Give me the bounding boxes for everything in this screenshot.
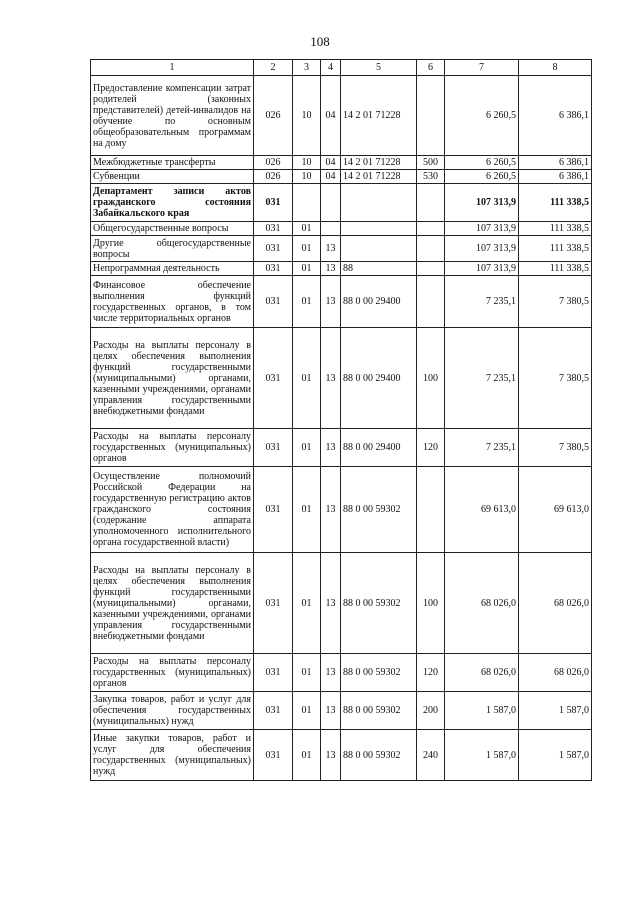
cell-expense-type <box>417 467 445 553</box>
cell-target-code: 88 0 00 29400 <box>341 328 417 429</box>
column-header: 2 <box>254 60 293 76</box>
column-header: 5 <box>341 60 417 76</box>
cell-amount-year2: 111 338,5 <box>519 236 592 262</box>
table-row <box>91 156 592 170</box>
cell-expense-type: 500 <box>417 156 445 170</box>
cell-target-code: 88 0 00 59302 <box>341 553 417 654</box>
table-row <box>91 222 592 236</box>
cell-name: Другие общегосударственные вопросы <box>91 236 254 262</box>
table-row <box>91 553 592 654</box>
table-row <box>91 692 592 730</box>
budget-table <box>90 59 592 781</box>
cell-target-code: 88 0 00 59302 <box>341 654 417 692</box>
cell-name: Непрограммная деятельность <box>91 262 254 276</box>
cell-admin-code: 026 <box>254 156 293 170</box>
column-header: 4 <box>321 60 341 76</box>
cell-section <box>293 184 321 222</box>
cell-admin-code: 031 <box>254 553 293 654</box>
cell-name: Расходы на выплаты персоналу в целях обеспечения выполнения функций государственными (муниципальными) органами, казенными учреждениями, органами управления государственными внебюджетными фондами <box>91 328 254 429</box>
table-row <box>91 170 592 184</box>
cell-name: Финансовое обеспечение выполнения функций государственных органов, в том числе территориальных органов <box>91 276 254 328</box>
cell-admin-code: 031 <box>254 730 293 781</box>
cell-subsection: 13 <box>321 553 341 654</box>
cell-section: 01 <box>293 467 321 553</box>
cell-admin-code: 026 <box>254 170 293 184</box>
column-header: 3 <box>293 60 321 76</box>
cell-section: 10 <box>293 76 321 156</box>
cell-amount-year2: 111 338,5 <box>519 184 592 222</box>
cell-name: Расходы на выплаты персоналу в целях обеспечения выполнения функций государственными (муниципальными) органами, казенными учреждениями, органами управления государственными внебюджетными фондами <box>91 553 254 654</box>
cell-name: Департамент записи актов гражданского состояния Забайкальского края <box>91 184 254 222</box>
cell-target-code: 14 2 01 71228 <box>341 170 417 184</box>
cell-subsection: 13 <box>321 276 341 328</box>
cell-target-code: 88 0 00 59302 <box>341 467 417 553</box>
cell-amount-year2: 69 613,0 <box>519 467 592 553</box>
cell-expense-type <box>417 76 445 156</box>
table-row <box>91 328 592 429</box>
cell-section: 01 <box>293 429 321 467</box>
cell-target-code: 88 0 00 59302 <box>341 692 417 730</box>
cell-section: 10 <box>293 156 321 170</box>
cell-subsection: 04 <box>321 170 341 184</box>
cell-name: Осуществление полномочий Российской Федерации на государственную регистрацию актов гражданского состояния (содержание аппарата уполномоченного исполнительного органа государственной власти) <box>91 467 254 553</box>
cell-subsection: 04 <box>321 76 341 156</box>
cell-name: Межбюджетные трансферты <box>91 156 254 170</box>
table-row <box>91 76 592 156</box>
cell-admin-code: 031 <box>254 467 293 553</box>
cell-amount-year2: 7 380,5 <box>519 429 592 467</box>
cell-name: Расходы на выплаты персоналу государственных (муниципальных) органов <box>91 429 254 467</box>
cell-expense-type <box>417 276 445 328</box>
cell-amount-year1: 7 235,1 <box>445 276 519 328</box>
cell-subsection: 13 <box>321 328 341 429</box>
cell-name: Иные закупки товаров, работ и услуг для обеспечения государственных (муниципальных) нужд <box>91 730 254 781</box>
cell-amount-year1: 7 235,1 <box>445 328 519 429</box>
cell-section: 01 <box>293 553 321 654</box>
cell-name: Субвенции <box>91 170 254 184</box>
cell-amount-year2: 1 587,0 <box>519 692 592 730</box>
cell-amount-year1: 107 313,9 <box>445 236 519 262</box>
cell-expense-type <box>417 222 445 236</box>
cell-section: 01 <box>293 276 321 328</box>
cell-amount-year1: 68 026,0 <box>445 654 519 692</box>
cell-section: 01 <box>293 328 321 429</box>
cell-admin-code: 031 <box>254 262 293 276</box>
table-row <box>91 429 592 467</box>
table-body <box>91 60 592 781</box>
cell-admin-code: 031 <box>254 692 293 730</box>
cell-subsection <box>321 184 341 222</box>
table-row <box>91 262 592 276</box>
table-row <box>91 236 592 262</box>
cell-amount-year1: 6 260,5 <box>445 76 519 156</box>
page-number: 108 <box>310 34 330 49</box>
cell-section: 01 <box>293 654 321 692</box>
cell-subsection: 13 <box>321 262 341 276</box>
cell-expense-type <box>417 262 445 276</box>
cell-amount-year1: 6 260,5 <box>445 156 519 170</box>
cell-subsection: 13 <box>321 730 341 781</box>
cell-expense-type: 240 <box>417 730 445 781</box>
cell-expense-type: 120 <box>417 429 445 467</box>
cell-amount-year2: 6 386,1 <box>519 170 592 184</box>
cell-expense-type <box>417 184 445 222</box>
cell-subsection: 13 <box>321 692 341 730</box>
cell-expense-type: 100 <box>417 553 445 654</box>
cell-amount-year2: 7 380,5 <box>519 328 592 429</box>
cell-expense-type <box>417 236 445 262</box>
cell-name: Расходы на выплаты персоналу государственных (муниципальных) органов <box>91 654 254 692</box>
cell-expense-type: 530 <box>417 170 445 184</box>
cell-name: Предоставление компенсации затрат родителей (законных представителей) детей-инвалидов на обучение по основным общеобразовательным программам на дому <box>91 76 254 156</box>
cell-amount-year1: 69 613,0 <box>445 467 519 553</box>
table-row <box>91 184 592 222</box>
column-header: 6 <box>417 60 445 76</box>
table-header-row <box>91 60 592 76</box>
cell-amount-year2: 7 380,5 <box>519 276 592 328</box>
cell-target-code: 88 0 00 29400 <box>341 276 417 328</box>
cell-amount-year1: 107 313,9 <box>445 262 519 276</box>
cell-subsection: 13 <box>321 654 341 692</box>
cell-section: 01 <box>293 730 321 781</box>
cell-subsection: 13 <box>321 467 341 553</box>
cell-amount-year1: 6 260,5 <box>445 170 519 184</box>
cell-section: 01 <box>293 262 321 276</box>
cell-expense-type: 100 <box>417 328 445 429</box>
cell-target-code: 14 2 01 71228 <box>341 76 417 156</box>
cell-admin-code: 026 <box>254 76 293 156</box>
cell-name: Закупка товаров, работ и услуг для обеспечения государственных (муниципальных) нужд <box>91 692 254 730</box>
cell-amount-year1: 7 235,1 <box>445 429 519 467</box>
cell-amount-year2: 6 386,1 <box>519 156 592 170</box>
cell-admin-code: 031 <box>254 328 293 429</box>
cell-name: Общегосударственные вопросы <box>91 222 254 236</box>
cell-amount-year1: 107 313,9 <box>445 184 519 222</box>
cell-amount-year2: 111 338,5 <box>519 262 592 276</box>
cell-admin-code: 031 <box>254 654 293 692</box>
table-row <box>91 654 592 692</box>
table-row <box>91 730 592 781</box>
cell-amount-year1: 107 313,9 <box>445 222 519 236</box>
cell-section: 01 <box>293 222 321 236</box>
cell-expense-type: 200 <box>417 692 445 730</box>
cell-admin-code: 031 <box>254 236 293 262</box>
cell-target-code: 14 2 01 71228 <box>341 156 417 170</box>
cell-amount-year1: 1 587,0 <box>445 730 519 781</box>
cell-target-code: 88 <box>341 262 417 276</box>
cell-amount-year1: 1 587,0 <box>445 692 519 730</box>
cell-section: 01 <box>293 692 321 730</box>
cell-expense-type: 120 <box>417 654 445 692</box>
cell-target-code <box>341 222 417 236</box>
cell-amount-year2: 6 386,1 <box>519 76 592 156</box>
cell-amount-year2: 68 026,0 <box>519 654 592 692</box>
column-header: 7 <box>445 60 519 76</box>
column-header: 8 <box>519 60 592 76</box>
cell-admin-code: 031 <box>254 429 293 467</box>
cell-target-code <box>341 184 417 222</box>
cell-amount-year2: 1 587,0 <box>519 730 592 781</box>
cell-target-code: 88 0 00 29400 <box>341 429 417 467</box>
cell-amount-year2: 68 026,0 <box>519 553 592 654</box>
cell-section: 10 <box>293 170 321 184</box>
column-header: 1 <box>91 60 254 76</box>
cell-admin-code: 031 <box>254 184 293 222</box>
cell-admin-code: 031 <box>254 222 293 236</box>
cell-admin-code: 031 <box>254 276 293 328</box>
cell-subsection: 13 <box>321 429 341 467</box>
cell-subsection <box>321 222 341 236</box>
cell-subsection: 13 <box>321 236 341 262</box>
cell-section: 01 <box>293 236 321 262</box>
table-row <box>91 276 592 328</box>
table-row <box>91 467 592 553</box>
cell-amount-year1: 68 026,0 <box>445 553 519 654</box>
cell-amount-year2: 111 338,5 <box>519 222 592 236</box>
cell-target-code <box>341 236 417 262</box>
cell-target-code: 88 0 00 59302 <box>341 730 417 781</box>
cell-subsection: 04 <box>321 156 341 170</box>
